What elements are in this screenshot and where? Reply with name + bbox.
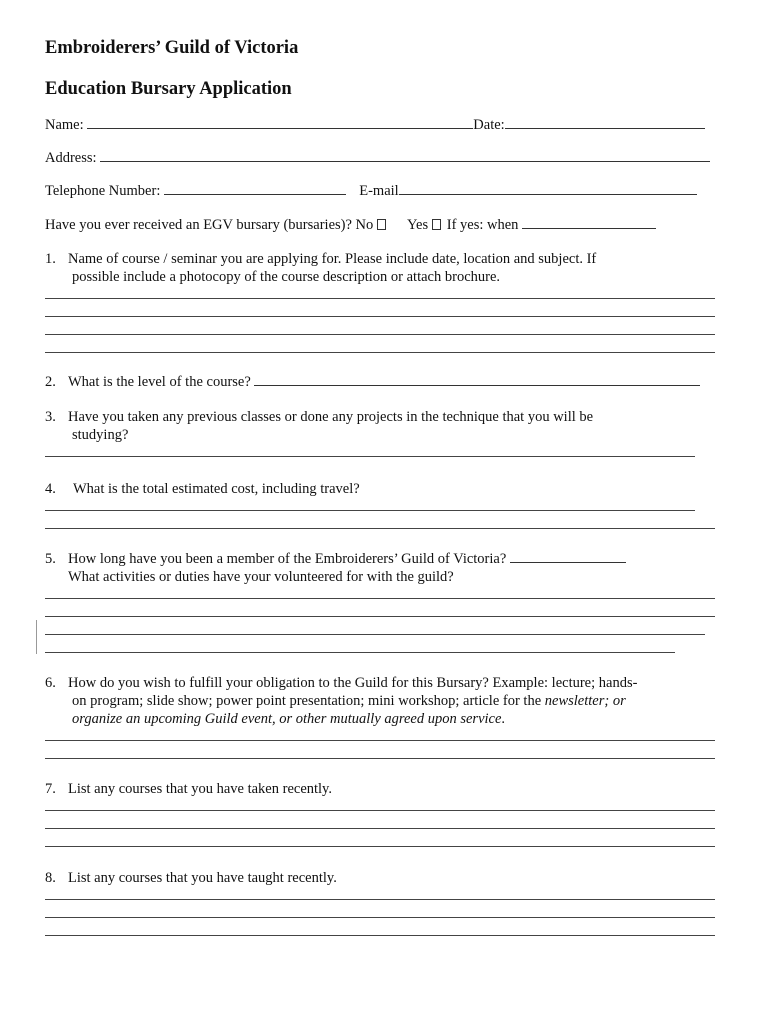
yes-checkbox[interactable] <box>432 219 441 230</box>
answer-line[interactable] <box>45 352 715 353</box>
question-text: How do you wish to fulfill your obligation to the Guild for this Bursary? Example: lecture; hands- <box>68 675 638 691</box>
answer-line[interactable] <box>45 740 715 741</box>
address-field[interactable] <box>100 149 710 162</box>
answer-line[interactable] <box>45 616 715 617</box>
address-label: Address: <box>45 150 97 166</box>
answer-line[interactable] <box>45 810 715 811</box>
answer-line[interactable] <box>45 316 715 317</box>
question-number: 4. <box>45 481 56 497</box>
answer-line[interactable] <box>45 510 695 511</box>
no-checkbox[interactable] <box>377 219 386 230</box>
answer-line[interactable] <box>45 652 675 653</box>
question-1 <box>45 250 596 286</box>
answer-line[interactable] <box>45 899 715 900</box>
date-label: Date: <box>473 117 505 133</box>
email-label: E-mail <box>359 183 399 199</box>
if-yes-label: If yes: when <box>446 217 519 233</box>
question-text: What is the total estimated cost, including travel? <box>73 481 360 497</box>
question-text: Have you taken any previous classes or done any projects in the technique that you will be <box>68 409 594 425</box>
question-number: 6. <box>45 675 56 691</box>
question-text-italic: organize an upcoming Guild event, or other mutually agreed upon service <box>72 711 502 727</box>
bursary-row <box>45 216 656 234</box>
question-text-continued: studying? <box>72 427 129 443</box>
name-label: Name: <box>45 117 84 133</box>
question-number: 2. <box>45 374 56 390</box>
telephone-field[interactable] <box>164 182 346 195</box>
question-text: How long have you been a member of the Embroiderers’ Guild of Victoria? <box>68 551 507 567</box>
answer-line[interactable] <box>45 528 715 529</box>
bursary-when-field[interactable] <box>522 216 656 229</box>
date-field[interactable] <box>505 116 705 129</box>
no-label: No <box>355 217 374 233</box>
question-5 <box>45 550 626 586</box>
question-4 <box>45 480 360 498</box>
question-text-continued: on program; slide show; power point presentation; mini workshop; article for the <box>72 693 545 709</box>
email-field[interactable] <box>399 182 697 195</box>
course-level-field[interactable] <box>254 373 700 386</box>
question-7 <box>45 780 332 798</box>
answer-line[interactable] <box>45 935 715 936</box>
question-8 <box>45 869 337 887</box>
address-row <box>45 149 710 167</box>
question-text: List any courses that you have taken recently. <box>68 781 332 797</box>
question-number: 3. <box>45 409 56 425</box>
organization-title: Embroiderers’ Guild of Victoria <box>45 38 299 58</box>
question-text: What is the level of the course? <box>68 374 251 390</box>
name-date-row <box>45 116 705 134</box>
telephone-label: Telephone Number: <box>45 183 161 199</box>
answer-line[interactable] <box>45 634 705 635</box>
question-text: Name of course / seminar you are applying for. Please include date, location and subject. If <box>68 251 597 267</box>
telephone-email-row <box>45 182 697 200</box>
answer-line[interactable] <box>45 758 715 759</box>
question-2 <box>45 373 700 391</box>
form-title: Education Bursary Application <box>45 79 292 99</box>
question-number: 5. <box>45 551 56 567</box>
answer-line[interactable] <box>45 334 715 335</box>
bursary-question: Have you ever received an EGV bursary (bursaries)? <box>45 217 352 233</box>
answer-line[interactable] <box>45 598 715 599</box>
question-text-continued: possible include a photocopy of the course description or attach brochure. <box>72 269 501 285</box>
question-text-continued: What activities or duties have your volunteered for with the guild? <box>68 569 454 585</box>
question-number: 8. <box>45 870 56 886</box>
name-field[interactable] <box>87 116 473 129</box>
question-text: List any courses that you have taught recently. <box>68 870 337 886</box>
question-text-italic: newsletter; or <box>544 693 626 709</box>
answer-line[interactable] <box>45 846 715 847</box>
answer-line[interactable] <box>45 828 715 829</box>
answer-line[interactable] <box>45 456 695 457</box>
answer-line[interactable] <box>45 298 715 299</box>
membership-duration-field[interactable] <box>510 550 626 563</box>
question-number: 1. <box>45 251 56 267</box>
question-number: 7. <box>45 781 56 797</box>
margin-mark <box>36 620 37 654</box>
yes-label: Yes <box>407 217 429 233</box>
answer-line[interactable] <box>45 917 715 918</box>
question-6: 6. How do you wish to fulfill your obligation to the Guild for this Bursary? Example: lecture; hands- on program; slide show; power point presentation; mini workshop; article for the newsletter; or organize an upcoming Guild event, or other mutually agreed upon service. <box>45 675 638 727</box>
question-3 <box>45 408 593 444</box>
